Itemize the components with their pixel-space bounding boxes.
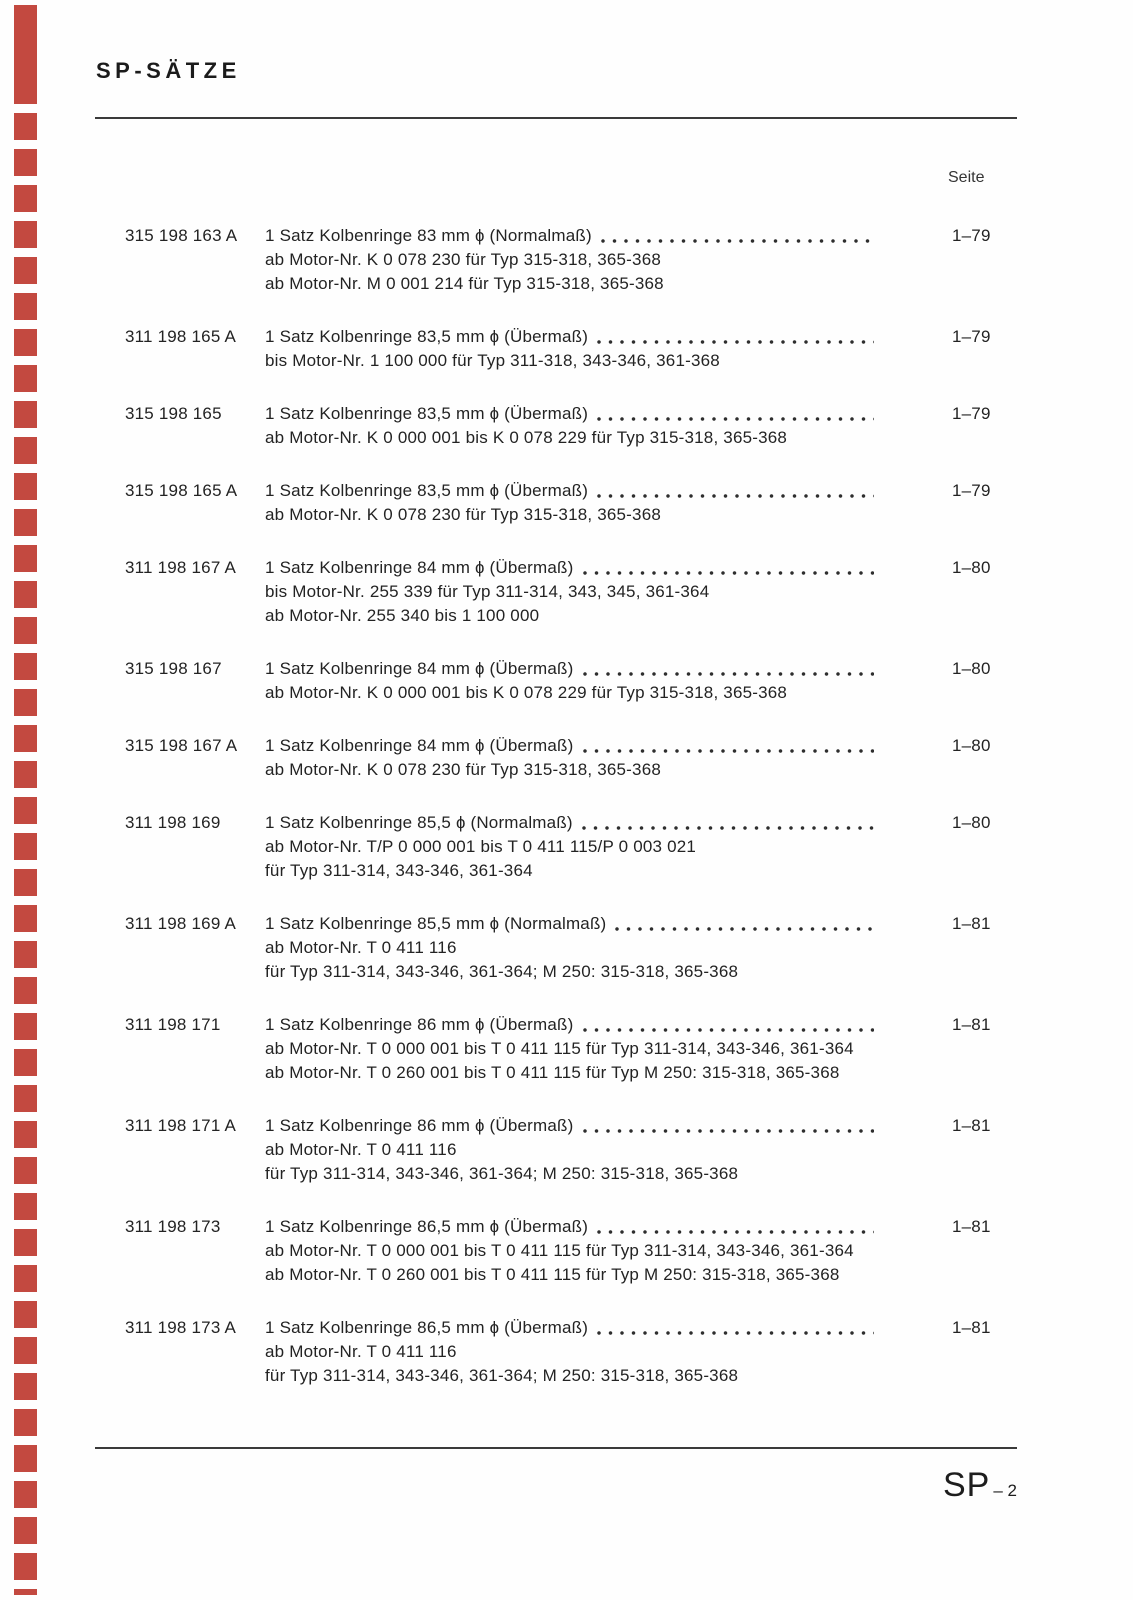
dot-leader	[592, 224, 877, 248]
part-number: 315 198 165 A	[125, 481, 238, 500]
entry-detail-line: ab Motor-Nr. T 0 411 116	[265, 1140, 457, 1159]
entry-description-line	[265, 734, 877, 758]
entry-description: 1 Satz Kolbenringe 86 mm ɸ (Übermaß)	[265, 1116, 574, 1135]
entry-description-line	[265, 402, 877, 426]
dot-leader	[574, 734, 878, 758]
part-number: 311 198 165 A	[125, 327, 236, 346]
entry-description-line	[265, 1013, 877, 1037]
entry-description: 1 Satz Kolbenringe 84 mm ɸ (Übermaß)	[265, 736, 574, 755]
entry-detail-line: ab Motor-Nr. 255 340 bis 1 100 000	[265, 606, 540, 625]
parts-entry	[125, 479, 1085, 527]
bottom-rule	[95, 1447, 1017, 1449]
entry-detail-line: ab Motor-Nr. K 0 000 001 bis K 0 078 229 für Typ 315-318, 365-368	[265, 683, 788, 702]
parts-entry	[125, 402, 1085, 450]
entry-description-column	[265, 1013, 877, 1085]
parts-entry	[125, 556, 1085, 628]
entry-description-column	[265, 402, 877, 450]
parts-list	[125, 224, 1085, 1417]
part-number: 311 198 173 A	[125, 1318, 236, 1337]
parts-entry	[125, 1215, 1085, 1287]
entry-description-line	[265, 657, 877, 681]
entry-description-column	[265, 224, 877, 296]
entry-description: 1 Satz Kolbenringe 84 mm ɸ (Übermaß)	[265, 659, 574, 678]
part-number: 311 198 167 A	[125, 558, 236, 577]
entry-description: 1 Satz Kolbenringe 86,5 mm ɸ (Übermaß)	[265, 1217, 589, 1236]
dot-leader	[588, 479, 877, 503]
entry-description-column	[265, 657, 877, 705]
footer-page-number	[95, 1466, 1017, 1505]
dot-leader	[573, 811, 877, 835]
page-reference: 1–79	[952, 404, 991, 423]
page-reference: 1–79	[952, 226, 991, 245]
parts-entry	[125, 912, 1085, 984]
dot-leader	[574, 1114, 878, 1138]
entry-description-column	[265, 1215, 877, 1287]
page-reference: 1–80	[952, 736, 991, 755]
dot-leader	[588, 402, 877, 426]
entry-description: 1 Satz Kolbenringe 83 mm ɸ (Normalmaß)	[265, 226, 592, 245]
entry-description: 1 Satz Kolbenringe 86 mm ɸ (Übermaß)	[265, 1015, 574, 1034]
page-reference: 1–81	[952, 1318, 991, 1337]
part-number: 315 198 167	[125, 659, 222, 678]
parts-entry	[125, 1316, 1085, 1388]
part-number: 315 198 165	[125, 404, 222, 423]
entry-description-line	[265, 1316, 877, 1340]
page-reference: 1–81	[952, 1015, 991, 1034]
entry-description-line	[265, 325, 877, 349]
parts-entry	[125, 657, 1085, 705]
dot-leader	[588, 1316, 877, 1340]
entry-description: 1 Satz Kolbenringe 85,5 ɸ (Normalmaß)	[265, 813, 573, 832]
dot-leader	[588, 325, 877, 349]
entry-description: 1 Satz Kolbenringe 83,5 mm ɸ (Übermaß)	[265, 404, 589, 423]
dot-leader	[588, 1215, 877, 1239]
entry-detail-line: ab Motor-Nr. T 0 260 001 bis T 0 411 115 für Typ M 250: 315-318, 365-368	[265, 1265, 840, 1284]
entry-description-line	[265, 556, 877, 580]
entry-description-line	[265, 912, 877, 936]
entry-description-column	[265, 556, 877, 628]
entry-detail-line: ab Motor-Nr. T 0 411 116	[265, 1342, 457, 1361]
page-reference: 1–81	[952, 1116, 991, 1135]
dot-leader	[574, 1013, 878, 1037]
entry-description-column	[265, 1316, 877, 1388]
parts-entry	[125, 1013, 1085, 1085]
dot-leader	[574, 556, 878, 580]
entry-detail-line: ab Motor-Nr. K 0 000 001 bis K 0 078 229 für Typ 315-318, 365-368	[265, 428, 788, 447]
part-number: 311 198 169 A	[125, 914, 236, 933]
page-reference: 1–80	[952, 558, 991, 577]
entry-detail-line: ab Motor-Nr. K 0 078 230 für Typ 315-318, 365-368	[265, 250, 662, 269]
page-reference: 1–81	[952, 1217, 991, 1236]
top-rule	[95, 117, 1017, 119]
entry-description: 1 Satz Kolbenringe 83,5 mm ɸ (Übermaß)	[265, 327, 589, 346]
page-reference: 1–81	[952, 914, 991, 933]
dot-leader	[606, 912, 877, 936]
entry-description: 1 Satz Kolbenringe 85,5 mm ɸ (Normalmaß)	[265, 914, 607, 933]
entry-description-column	[265, 325, 877, 373]
part-number: 311 198 173	[125, 1217, 221, 1236]
page-column-header: Seite	[948, 169, 985, 186]
entry-detail-line: bis Motor-Nr. 1 100 000 für Typ 311-318, 343-346, 361-368	[265, 351, 720, 370]
parts-entry	[125, 224, 1085, 296]
entry-description-line	[265, 479, 877, 503]
entry-description-column	[265, 811, 877, 883]
page-reference: 1–80	[952, 813, 991, 832]
entry-description-line	[265, 811, 877, 835]
parts-entry	[125, 811, 1085, 883]
entry-detail-line: ab Motor-Nr. M 0 001 214 für Typ 315-318, 365-368	[265, 274, 664, 293]
footer-page-suffix: – 2	[993, 1481, 1017, 1500]
footer-section-code: SP	[943, 1466, 991, 1504]
entry-description-column	[265, 912, 877, 984]
parts-entry	[125, 325, 1085, 373]
entry-description-column	[265, 734, 877, 782]
entry-detail-line: ab Motor-Nr. K 0 078 230 für Typ 315-318, 365-368	[265, 505, 662, 524]
page-reference: 1–80	[952, 659, 991, 678]
entry-detail-line: ab Motor-Nr. T 0 411 116	[265, 938, 457, 957]
parts-entry	[125, 1114, 1085, 1186]
page-reference: 1–79	[952, 327, 991, 346]
entry-detail-line: ab Motor-Nr. T/P 0 000 001 bis T 0 411 115/P 0 003 021	[265, 837, 697, 856]
entry-detail-line: ab Motor-Nr. T 0 000 001 bis T 0 411 115 für Typ 311-314, 343-346, 361-364	[265, 1241, 854, 1260]
part-number: 311 198 171 A	[125, 1116, 236, 1135]
entry-detail-line: für Typ 311-314, 343-346, 361-364; M 250: 315-318, 365-368	[265, 1164, 739, 1183]
page-reference: 1–79	[952, 481, 991, 500]
entry-detail-line: ab Motor-Nr. K 0 078 230 für Typ 315-318, 365-368	[265, 760, 662, 779]
entry-description-line	[265, 224, 877, 248]
part-number: 311 198 169	[125, 813, 221, 832]
red-edge-marks	[14, 5, 37, 1595]
entry-detail-line: ab Motor-Nr. T 0 260 001 bis T 0 411 115 für Typ M 250: 315-318, 365-368	[265, 1063, 840, 1082]
entry-detail-line: für Typ 311-314, 343-346, 361-364	[265, 861, 533, 880]
entry-description: 1 Satz Kolbenringe 84 mm ɸ (Übermaß)	[265, 558, 574, 577]
entry-detail-line: für Typ 311-314, 343-346, 361-364; M 250: 315-318, 365-368	[265, 1366, 739, 1385]
entry-description-column	[265, 479, 877, 527]
entry-detail-line: bis Motor-Nr. 255 339 für Typ 311-314, 343, 345, 361-364	[265, 582, 710, 601]
part-number: 315 198 167 A	[125, 736, 238, 755]
part-number: 311 198 171	[125, 1015, 221, 1034]
parts-entry	[125, 734, 1085, 782]
entry-detail-line: für Typ 311-314, 343-346, 361-364; M 250: 315-318, 365-368	[265, 962, 739, 981]
entry-description-line	[265, 1114, 877, 1138]
entry-description-column	[265, 1114, 877, 1186]
entry-description-line	[265, 1215, 877, 1239]
page-title: SP-SÄTZE	[96, 58, 241, 83]
entry-description: 1 Satz Kolbenringe 86,5 mm ɸ (Übermaß)	[265, 1318, 589, 1337]
entry-description: 1 Satz Kolbenringe 83,5 mm ɸ (Übermaß)	[265, 481, 589, 500]
entry-detail-line: ab Motor-Nr. T 0 000 001 bis T 0 411 115 für Typ 311-314, 343-346, 361-364	[265, 1039, 854, 1058]
dot-leader	[574, 657, 878, 681]
part-number: 315 198 163 A	[125, 226, 238, 245]
